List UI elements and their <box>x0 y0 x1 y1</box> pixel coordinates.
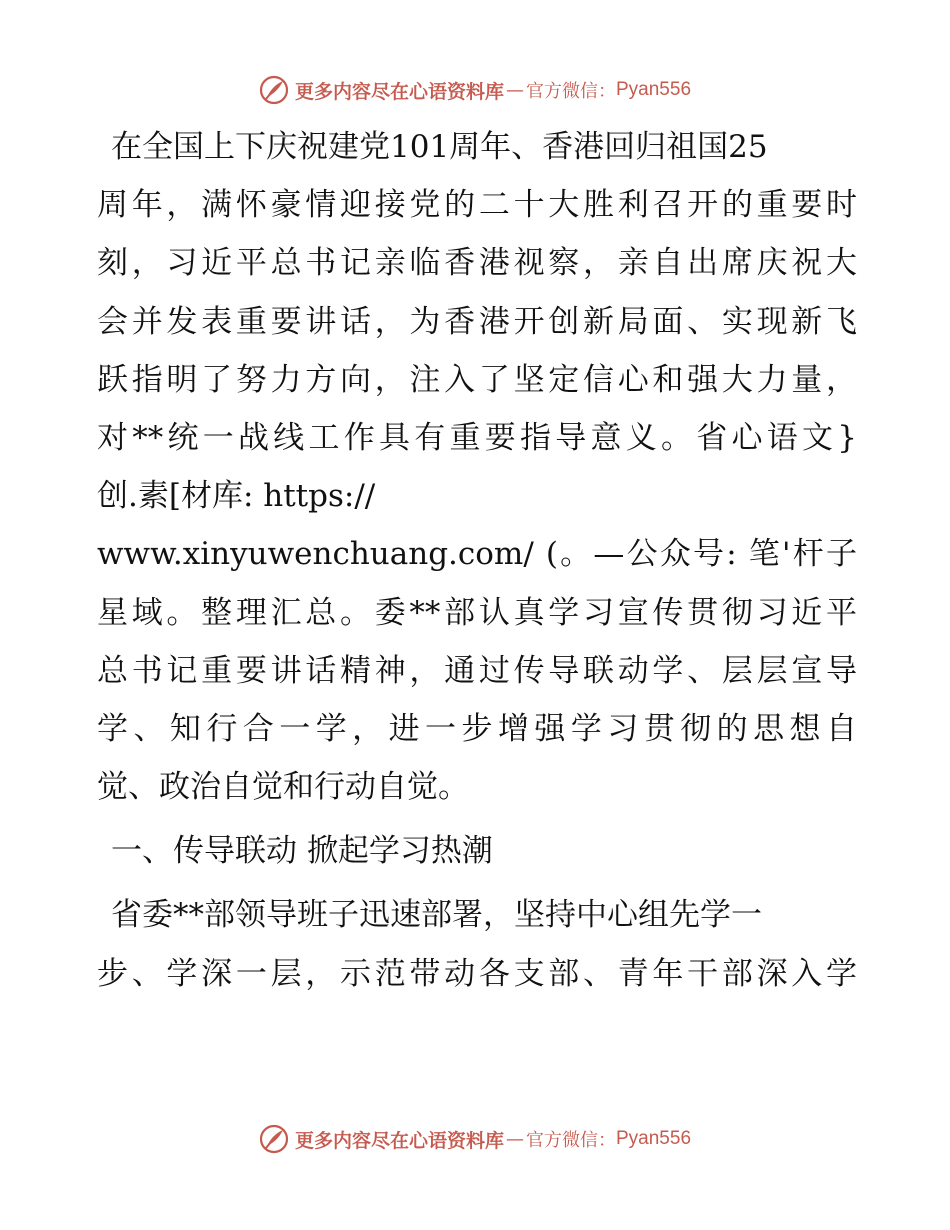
paragraph-line: 学、知行合一学，进一步增强学习贯彻的思想自 <box>97 710 857 747</box>
paragraph-line: 对**统一战线工作具有重要指导意义。省心语文} <box>97 419 857 456</box>
paragraph-line: 在全国上下庆祝建党101周年、香港回归祖国25 <box>111 129 768 165</box>
article-body <box>97 118 857 1003</box>
paragraph-line: 星域。整理汇总。委**部认真学习宣传贯彻习近平 <box>97 594 857 631</box>
header-official-label: 官方微信： <box>526 81 616 102</box>
footer-official-label: 官方微信： <box>526 1130 616 1151</box>
paragraph-line: 周年，满怀豪情迎接党的二十大胜利召开的重要时 <box>97 187 857 224</box>
footer-brand-text: 更多内容尽在心语资料库 <box>294 1129 504 1152</box>
header-watermark <box>0 72 950 108</box>
section-heading: 一、传导联动 掀起学习热潮 <box>111 833 493 870</box>
footer-dash: — <box>506 1128 524 1150</box>
quill-logo-icon <box>259 1124 289 1154</box>
header-wechat-handle: Pyan556 <box>616 79 692 100</box>
paragraph-line: 觉、政治自觉和行动自觉。 <box>97 769 469 806</box>
header-brand-text: 更多内容尽在心语资料库 <box>294 80 504 103</box>
paragraph-line: 会并发表重要讲话，为香港开创新局面、实现新飞 <box>97 303 857 340</box>
paragraph-line: 创.素[材库: https:// <box>97 478 376 515</box>
paragraph-line: 省委**部领导班子迅速部署，坚持中心组先学一 <box>111 897 762 934</box>
paragraph-line: 总书记重要讲话精神，通过传导联动学、层层宣导 <box>97 652 857 689</box>
footer-wechat-handle: Pyan556 <box>616 1128 692 1149</box>
paragraph-line: www.xinyuwenchuang.com/ (。—公众号: 笔'杆子 <box>97 536 857 573</box>
header-dash: — <box>506 79 524 101</box>
quill-logo-icon <box>259 75 289 105</box>
footer-watermark <box>0 1121 950 1157</box>
paragraph-line: 刻，习近平总书记亲临香港视察，亲自出席庆祝大 <box>97 245 857 282</box>
paragraph-line: 跃指明了努力方向，注入了坚定信心和强大力量， <box>97 361 857 398</box>
paragraph-line: 步、学深一层，示范带动各支部、青年干部深入学 <box>97 955 857 992</box>
